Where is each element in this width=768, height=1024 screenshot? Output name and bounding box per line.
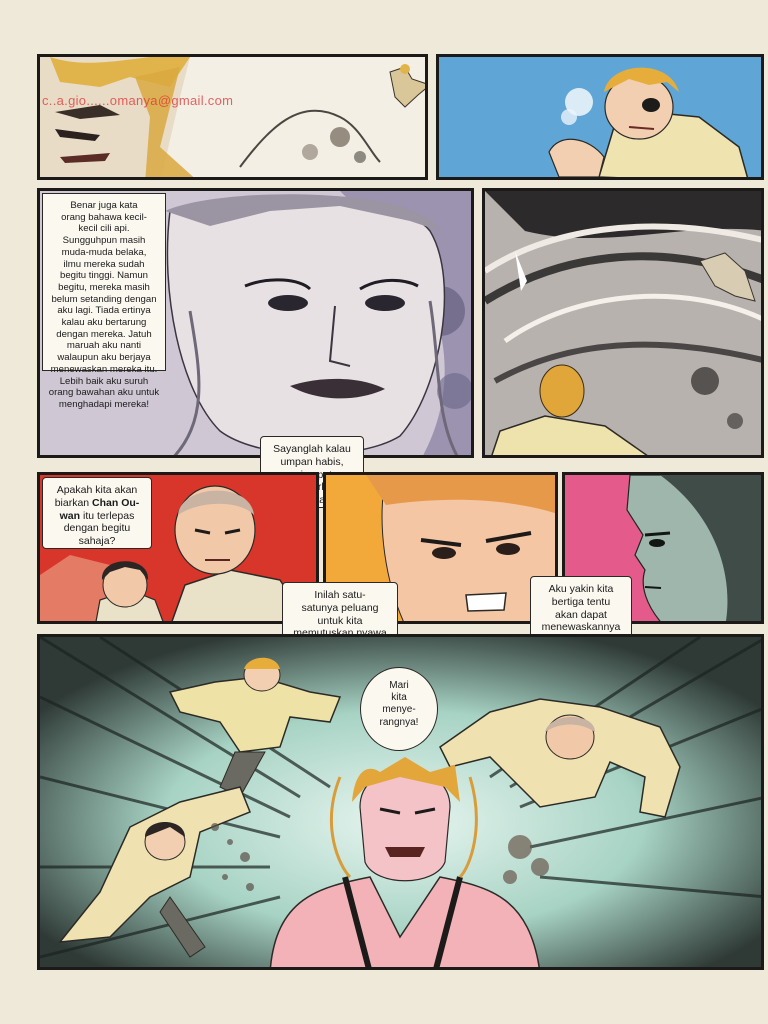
burst-line: kita <box>391 692 407 704</box>
watermark-text: c..a.gio......omanya@gmail.com <box>42 93 234 108</box>
villain-face-drawing <box>40 57 428 180</box>
bubble-line: Aku yakin kita <box>548 583 614 595</box>
bubble-line: dengan begitu <box>63 522 131 535</box>
narr-line: begitu tinggi. Namun <box>60 270 148 282</box>
speech-bubble-ask <box>42 477 152 549</box>
panel-soldier-red <box>37 472 319 624</box>
panel-hero-blue <box>436 54 764 180</box>
bubble-line: Inilah satu- <box>314 589 366 601</box>
narr-line: aku lagi. Tiada ertinya <box>57 305 151 317</box>
bubble-text: itu terlepas <box>80 509 135 522</box>
narr-line: orang bawahan aku untuk <box>48 387 160 399</box>
bubble-line: sahaja? <box>78 535 116 548</box>
burst-line: menye- <box>382 704 416 716</box>
bubble-name-bold: wan <box>59 509 81 522</box>
bubble-line: umpan habis, <box>280 455 344 468</box>
panel-vortex <box>482 188 764 458</box>
narr-line: maruah aku nanti <box>66 340 142 352</box>
vortex-drawing <box>485 191 764 458</box>
bubble-line-group <box>48 510 146 523</box>
bubble-line: untuk kita <box>317 614 363 627</box>
bubble-name-bold: Chan Ou- <box>92 496 140 509</box>
bubble-line: menewaskannya <box>541 621 621 634</box>
narr-line: kecil cili api. <box>78 223 130 235</box>
bubble-line-group <box>48 497 146 510</box>
narr-line: menghadapi mereka! <box>58 398 150 410</box>
narr-line: begitu, mereka masih <box>58 281 150 293</box>
hero-eyepatch-drawing <box>439 57 764 180</box>
bubble-line: Sayanglah kalau <box>273 443 351 455</box>
speech-burst-attack <box>360 667 438 751</box>
bubble-line: bertiga tentu <box>551 595 611 608</box>
narr-line: ilmu mereka sudah <box>63 258 145 270</box>
narr-line: kalau aku bertarung <box>61 317 147 329</box>
panel-villain-closeup <box>37 54 428 180</box>
bubble-line: akan dapat <box>555 608 607 621</box>
narr-line: orang bahawa kecil- <box>61 211 147 223</box>
narr-line: walaupun aku berjaya <box>57 352 151 364</box>
narr-line: muda-muda belaka, <box>61 246 147 258</box>
narr-line: Benar juga kata <box>70 200 138 211</box>
narr-line: Sungguhpun masih <box>62 235 146 247</box>
panel-villain-portrait <box>37 188 474 458</box>
narr-line: menewaskan mereka itu. <box>50 363 158 375</box>
narr-line: Lebih baik aku suruh <box>59 375 149 387</box>
narr-line: dengan mereka. Jatuh <box>56 328 152 340</box>
bubble-line: Apakah kita akan <box>56 484 138 496</box>
bubble-text: biarkan <box>54 496 93 509</box>
narr-line: belum setanding dengan <box>51 293 157 305</box>
bubble-line: satunya peluang <box>301 601 379 614</box>
burst-line: Mari <box>389 680 409 691</box>
burst-line: rangnya! <box>379 716 419 728</box>
panel-action-attack <box>37 634 764 970</box>
narration-box-villain-thoughts <box>42 193 166 410</box>
